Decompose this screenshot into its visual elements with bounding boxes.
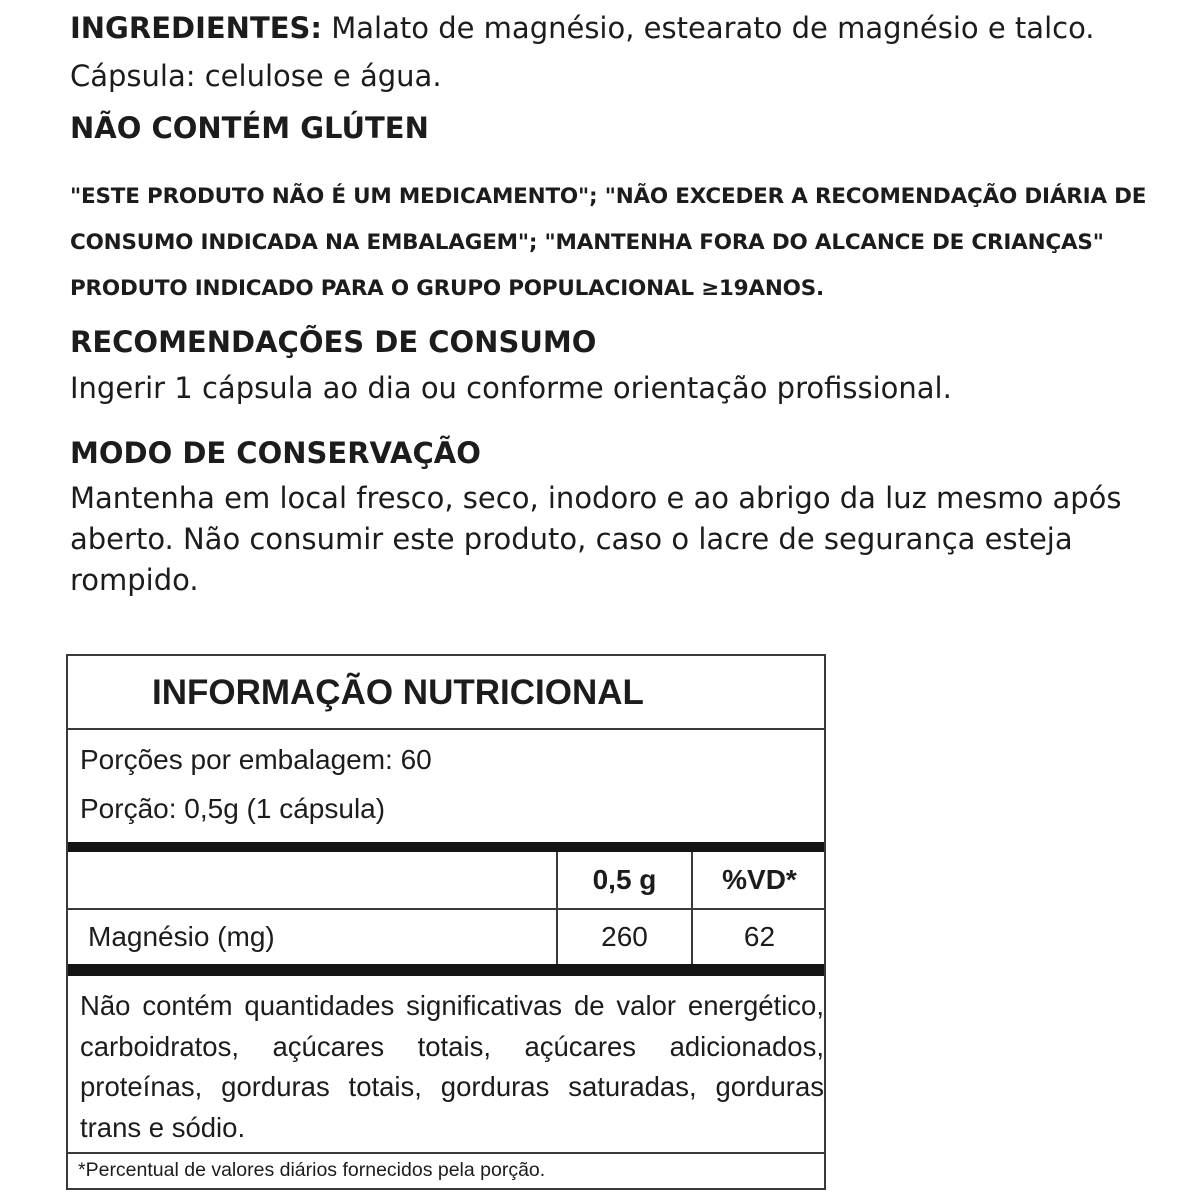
nutrient-name: Magnésio (mg)	[88, 921, 275, 952]
serving-size: Porção: 0,5g (1 cápsula)	[80, 793, 386, 824]
nutrient-dv: 62	[743, 921, 776, 952]
warnings-block	[70, 174, 1180, 312]
warning-line-2: CONSUMO INDICADA NA EMBALAGEM"; "MANTENHA FORA DO ALCANCE DE CRIANÇAS"	[70, 230, 1104, 255]
ingredients-paragraph	[70, 4, 1180, 100]
nutrition-title: INFORMAÇÃO NUTRICIONAL	[68, 656, 824, 730]
servings-per-package: Porções por embalagem: 60	[80, 744, 432, 775]
nutrition-facts-table	[66, 654, 826, 1190]
conservation-heading: MODO DE CONSERVAÇÃO	[70, 436, 481, 470]
ingredients-label: INGREDIENTES:	[70, 11, 323, 45]
nutrient-amount: 260	[601, 921, 648, 952]
conservation-text: Mantenha em local fresco, seco, inodoro e ao abrigo da luz mesmo após aberto. Não consumir este produto, caso o lacre de segurança esteja rompido.	[70, 481, 1122, 597]
gluten-notice: NÃO CONTÉM GLÚTEN	[70, 111, 429, 145]
thick-divider	[68, 842, 824, 852]
nutrition-footnote: *Percentual de valores diários fornecidos pela porção.	[78, 1159, 546, 1181]
consumption-heading: RECOMENDAÇÕES DE CONSUMO	[70, 325, 597, 359]
footnote-divider	[68, 1152, 824, 1154]
thick-divider	[68, 964, 824, 976]
capsule-text: Cápsula: celulose e água.	[70, 59, 442, 93]
ingredients-text: Malato de magnésio, estearato de magnésio e talco.	[331, 11, 1095, 45]
consumption-text: Ingerir 1 cápsula ao dia ou conforme orientação profissional.	[70, 371, 952, 405]
warning-line-1: "ESTE PRODUTO NÃO É UM MEDICAMENTO"; "NÃO EXCEDER A RECOMENDAÇÃO DIÁRIA DE	[70, 184, 1147, 209]
nutrition-note: Não contém quantidades significativas de valor energético, carboidratos, açúcares totais, açúcares adicionados, proteínas, gorduras totais, gorduras saturadas, gorduras trans e sódio.	[80, 990, 824, 1143]
header-dv: %VD*	[722, 864, 797, 895]
warning-line-3: PRODUTO INDICADO PARA O GRUPO POPULACIONAL ≥19ANOS.	[70, 276, 824, 301]
header-nutrient	[68, 852, 556, 908]
header-amount: 0,5 g	[592, 864, 657, 895]
